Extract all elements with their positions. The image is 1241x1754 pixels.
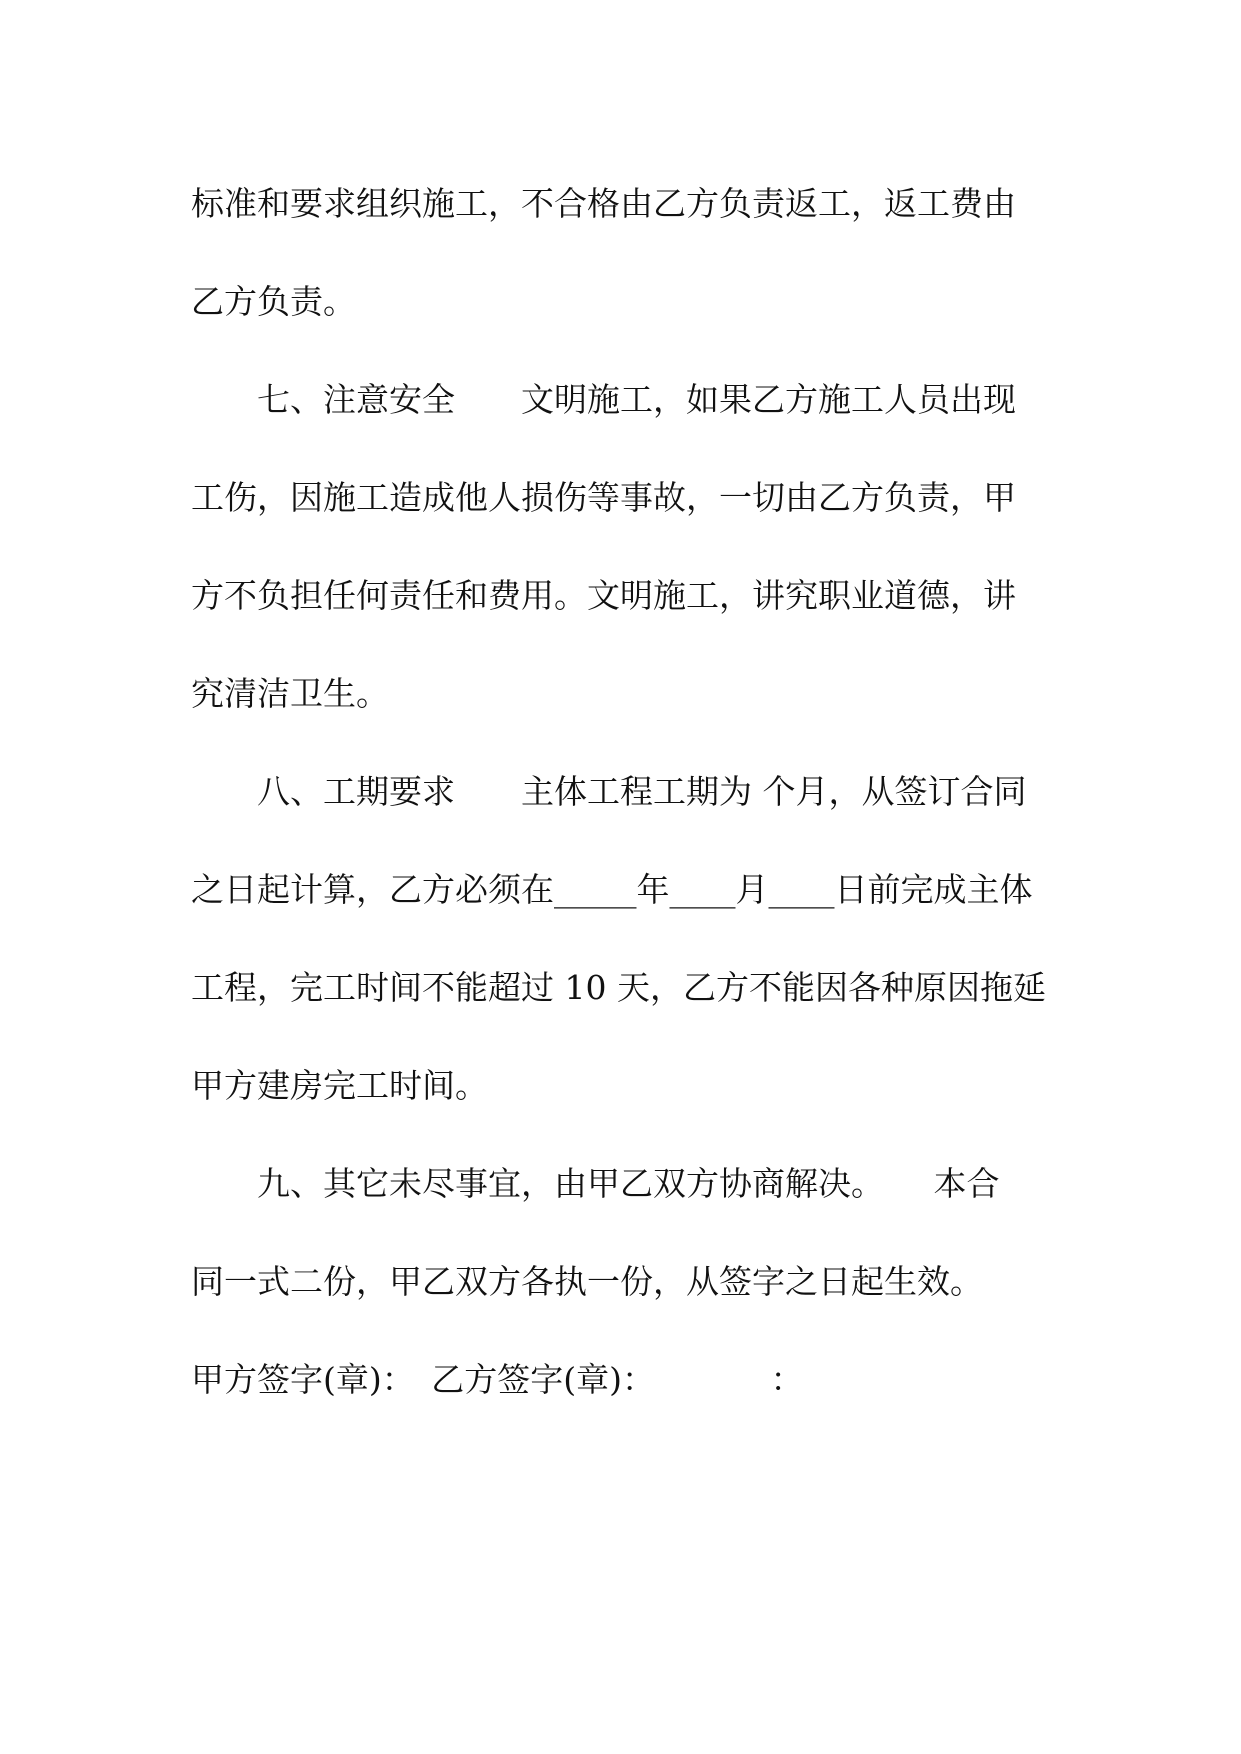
clause-9-line-1: 九、其它未尽事宜，由甲乙双方协商解决。 本合 xyxy=(257,1164,1000,1203)
clause-8-line-2: 之日起计算，乙方必须在_____年____月____日前完成主体 xyxy=(191,870,1033,909)
clause-8-line-3: 工程，完工时间不能超过 10 天，乙方不能因各种原因拖延 xyxy=(191,968,1046,1007)
clause-9-line-2: 同一式二份，甲乙双方各执一份，从签字之日起生效。 xyxy=(191,1262,983,1301)
clause-6-line-2: 乙方负责。 xyxy=(191,282,356,321)
clause-6-line-1: 标准和要求组织施工，不合格由乙方负责返工，返工费由 xyxy=(191,184,1016,223)
clause-8-line-4: 甲方建房完工时间。 xyxy=(191,1066,488,1105)
signature-line: 甲方签字(章)： 乙方签字(章)： ： xyxy=(191,1360,804,1399)
clause-7-line-3: 方不负担任何责任和费用。文明施工，讲究职业道德，讲 xyxy=(191,576,1016,615)
clause-8-line-1: 八、工期要求 主体工程工期为 个月，从签订合同 xyxy=(257,772,1027,811)
clause-7-line-4: 究清洁卫生。 xyxy=(191,674,389,713)
clause-7-line-2: 工伤，因施工造成他人损伤等事故，一切由乙方负责，甲 xyxy=(191,478,1016,517)
clause-7-line-1: 七、注意安全 文明施工，如果乙方施工人员出现 xyxy=(257,380,1016,419)
